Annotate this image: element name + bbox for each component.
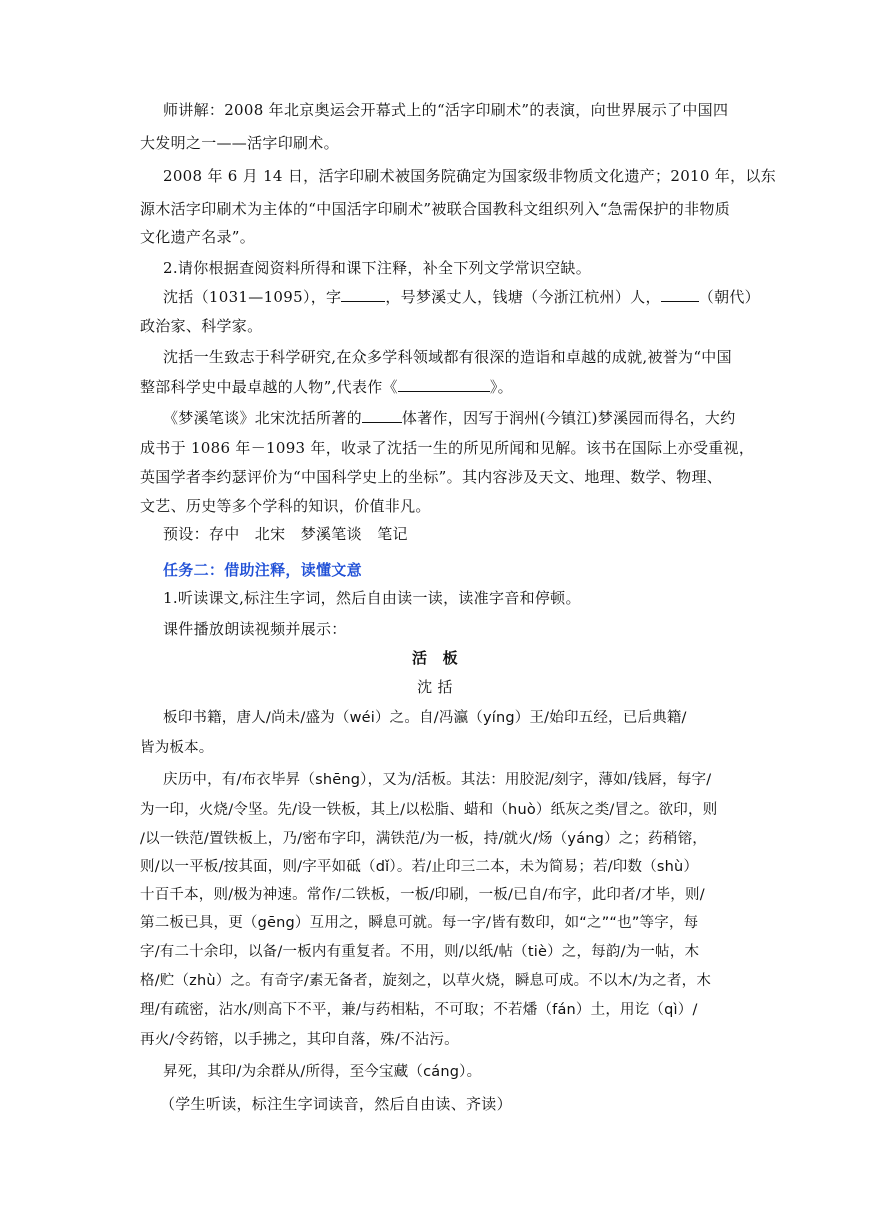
blank-genre[interactable] — [362, 408, 402, 423]
question-2-prompt: 2.请你根据查阅资料所得和课下注释，补全下列文学常识空缺。 — [163, 259, 592, 277]
shenkuo-achievement-line-1: 沈括一生致志于科学研究,在众多学科领域都有很深的造诣和卓越的成就,被誉为“中国 — [163, 348, 732, 366]
text-title: 活 板 — [412, 649, 458, 667]
achievement-text-a: 整部科学史中最卓越的人物”,代表作《 — [140, 378, 398, 396]
text-p2-line-4: 则/以一平板/按其面，则/字平如砥（dǐ）。若/止印三二本，未为简易；若/印数（shù） — [140, 859, 699, 875]
intro-line-5: 文化遗产名录”。 — [140, 228, 256, 246]
shenkuo-achievement-line-2 — [140, 377, 740, 397]
text-p2-line-10: 再火/令药镕，以手拂之，其印自落，殊/不沾污。 — [140, 1032, 459, 1048]
blank-masterpiece[interactable] — [398, 377, 490, 392]
activity-note: （学生听读，标注生字词读音，然后自由读、齐读） — [160, 1095, 512, 1113]
shenkuo-bio-line-2: 政治家、科学家。 — [140, 317, 263, 335]
preset-answers: 预设：存中 北宋 梦溪笔谈 笔记 — [163, 525, 408, 543]
text-p2-line-1: 庆历中，有/布衣毕昇（shēng），又为/活板。其法：用胶泥/刻字，薄如/钱唇，每字/ — [163, 772, 712, 788]
mengxi-line-1 — [163, 408, 763, 428]
shenkuo-bio-line-1 — [163, 287, 763, 307]
achievement-text-b: 》。 — [489, 378, 513, 396]
text-p2-line-7: 字/有二十余印，以备/一板内有重复者。不用，则/以纸/帖（tiè）之，每韵/为一帖，木 — [140, 944, 700, 960]
text-p2-line-2: 为一印，火烧/令坚。先/设一铁板，其上/以松脂、蜡和（huò）纸灰之类/冒之。欲印，则 — [140, 802, 718, 818]
bio-text-c: （朝代） — [698, 288, 760, 306]
mengxi-line-4: 文艺、历史等多个学科的知识，价值非凡。 — [140, 497, 431, 515]
task-2-heading: 任务二：借助注释，读懂文意 — [163, 561, 362, 579]
bio-text-b: ，号梦溪丈人，钱塘（今浙江杭州）人， — [385, 288, 661, 306]
text-p2-line-9: 理/有疏密，沾水/则高下不平，兼/与药相粘，不可取；不若燔（fán）土，用讫（qì）/ — [140, 1002, 698, 1018]
bio-text-a: 沈括（1031—1095），字 — [163, 288, 342, 306]
mengxi-text-a: 《梦溪笔谈》北宋沈括所著的 — [163, 409, 362, 427]
intro-line-2: 大发明之一——活字印刷术。 — [140, 134, 339, 152]
mengxi-line-2: 成书于 1086 年－1093 年，收录了沈括一生的所见所闻和见解。该书在国际上亦受重视， — [140, 439, 755, 457]
blank-dynasty[interactable] — [661, 287, 699, 302]
task-2-step-1: 1.听读课文,标注生字词，然后自由读一读，读准字音和停顿。 — [163, 589, 581, 607]
intro-line-4: 源木活字印刷术为主体的“中国活字印刷术”被联合国教科文组织列入“急需保护的非物质 — [140, 200, 731, 218]
text-p3: 昇死，其印/为余群从/所得，至今宝藏（cáng）。 — [163, 1064, 482, 1080]
text-p2-line-8: 格/贮（zhù）之。有奇字/素无备者，旋刻之，以草火烧，瞬息可成。不以木/为之者，木 — [140, 973, 712, 989]
task-2-step-2: 课件播放朗读视频并展示： — [163, 620, 347, 638]
blank-courtesy-name[interactable] — [341, 287, 385, 302]
text-p2-line-3: /以一铁范/置铁板上，乃/密布字印，满铁范/为一板，持/就火/炀（yáng）之；药稍镕， — [140, 831, 707, 847]
text-p2-line-6: 第二板已具，更（gēng）互用之，瞬息可就。每一字/皆有数印，如“之”“也”等字，每 — [140, 915, 699, 931]
mengxi-text-b: 体著作，因写于润州(今镇江)梦溪园而得名，大约 — [401, 409, 736, 427]
mengxi-line-3: 英国学者李约瑟评价为“中国科学史上的坐标”。其内容涉及天文、地理、数学、物理、 — [140, 468, 723, 486]
text-p2-line-5: 十百千本，则/极为神速。常作/二铁板，一板/印刷，一板/已自/布字，此印者/才毕，则/ — [140, 887, 705, 903]
intro-line-1: 师讲解：2008 年北京奥运会开幕式上的“活字印刷术”的表演，向世界展示了中国四 — [163, 101, 729, 119]
intro-line-3: 2008 年 6 月 14 日，活字印刷术被国务院确定为国家级非物质文化遗产；2010 年，以东 — [163, 167, 776, 185]
text-p1-line-1: 板印书籍，唐人/尚未/盛为（wéi）之。自/冯瀛（yíng）王/始印五经，已后典籍/ — [163, 710, 687, 726]
text-author: 沈 括 — [417, 678, 453, 696]
text-p1-line-2: 皆为板本。 — [140, 740, 214, 756]
